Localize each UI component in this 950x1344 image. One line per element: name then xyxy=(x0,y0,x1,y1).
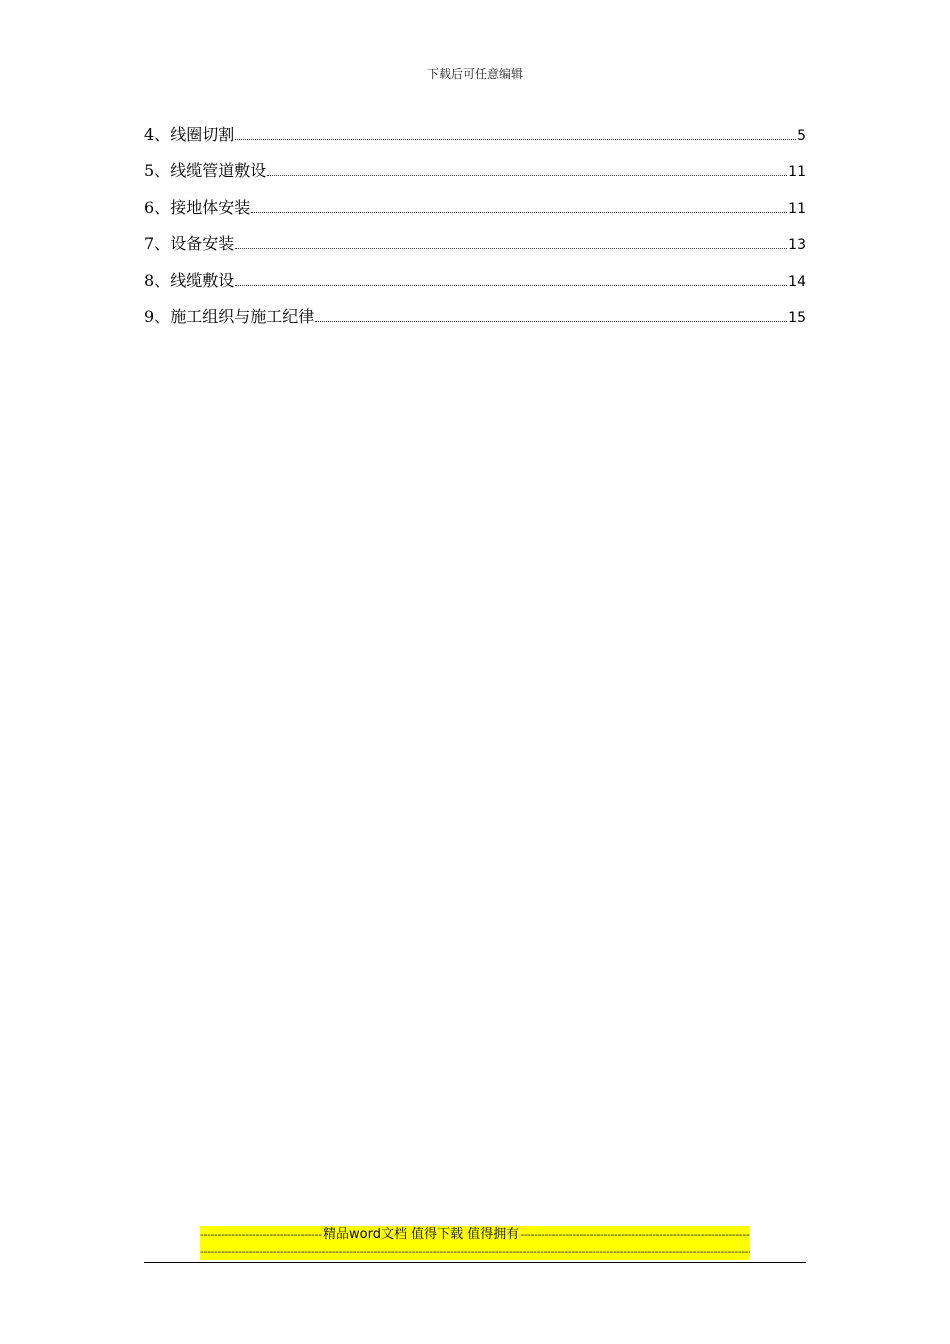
toc-entry[interactable] xyxy=(144,160,806,196)
toc-dot-leader xyxy=(235,248,787,249)
toc-dot-leader xyxy=(235,285,787,286)
toc-entry[interactable] xyxy=(144,306,806,342)
footer-banner-line xyxy=(200,1243,750,1260)
toc-entry-number: 8、 xyxy=(144,270,171,290)
toc-dot-leader xyxy=(235,139,796,140)
footer-rule xyxy=(144,1262,806,1263)
toc-entry-title: 设备安装 xyxy=(170,234,235,254)
toc-entry-number: 5、 xyxy=(144,161,171,181)
toc-entry-number: 4、 xyxy=(144,125,171,144)
toc-entry-page: 15 xyxy=(788,309,806,326)
footer-banner xyxy=(200,1226,750,1260)
dash-filler xyxy=(520,1226,750,1243)
toc-entry-page: 11 xyxy=(788,164,806,181)
footer-banner-line xyxy=(200,1226,750,1243)
toc-entry[interactable] xyxy=(144,233,806,269)
toc-dot-leader xyxy=(251,212,787,213)
dash-filler xyxy=(200,1243,750,1260)
toc-entry-number: 9、 xyxy=(144,306,171,326)
toc-entry[interactable] xyxy=(144,270,806,306)
toc-entry-title: 施工组织与施工纪律 xyxy=(170,306,315,326)
toc-entry-number: 7、 xyxy=(144,234,171,254)
toc-dot-leader xyxy=(315,321,787,322)
toc-entry-page: 11 xyxy=(788,200,806,217)
toc-entry[interactable] xyxy=(144,197,806,233)
toc-entry-title: 接地体安装 xyxy=(170,197,251,217)
toc-entry-page: 13 xyxy=(788,237,806,254)
toc-dot-leader xyxy=(267,175,787,176)
toc-entry-number: 6、 xyxy=(144,197,171,217)
toc-entry-title: 线圈切割 xyxy=(170,125,235,144)
table-of-contents xyxy=(144,124,806,342)
toc-entry-page: 5 xyxy=(797,128,806,144)
toc-entry-page: 14 xyxy=(788,273,806,290)
dash-filler xyxy=(200,1226,322,1243)
toc-entry-title: 线缆敷设 xyxy=(170,270,235,290)
toc-entry-title: 线缆管道敷设 xyxy=(170,161,267,181)
toc-entry[interactable] xyxy=(144,124,806,160)
footer-slogan: 精品word文档 值得下载 值得拥有 xyxy=(323,1227,520,1242)
page-header: 下载后可任意编辑 xyxy=(426,67,523,81)
